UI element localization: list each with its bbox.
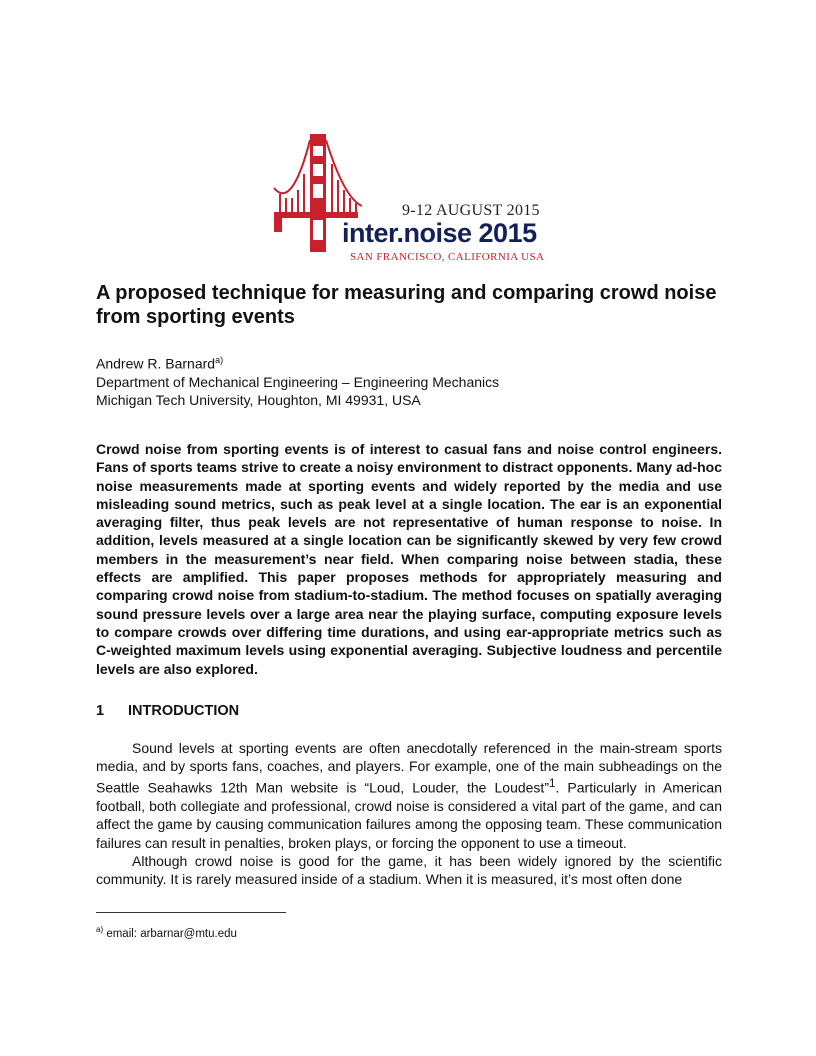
author-name-line xyxy=(96,351,499,373)
author-university: Michigan Tech University, Houghton, MI 49931, USA xyxy=(96,391,421,408)
footnote-divider xyxy=(96,912,286,913)
conference-name: inter.noise 2015 xyxy=(342,218,537,248)
section-heading xyxy=(96,703,239,719)
conference-logo xyxy=(272,128,547,263)
paragraph-text: Sound levels at sporting events are often anecdotally referenced in the main-stream sports media, and by sports fans, coaches, and players. For example, one of the main subheadings on the Seattle Seahawks 12th Man website is “Loud, Louder, the Loudest” xyxy=(96,740,722,797)
paragraph xyxy=(96,739,722,852)
author-department: Department of Mechanical Engineering – Engineering Mechanics xyxy=(96,373,500,390)
author-name: Andrew R. Barnard xyxy=(96,355,216,372)
introduction-body xyxy=(96,739,722,888)
footnote xyxy=(96,925,237,940)
author-block xyxy=(96,351,499,409)
conference-date: 9-12 AUGUST 2015 xyxy=(402,202,540,219)
footnote-text: email: arbarnar@mtu.edu xyxy=(103,927,237,940)
reference-mark: 1 xyxy=(548,777,556,791)
footnote-mark: a) xyxy=(96,925,104,934)
author-footnote-mark: a) xyxy=(215,355,224,365)
paragraph: Although crowd noise is good for the game, it has been widely ignored by the scientific community. It is rarely measured inside of a stadium. When it is measured, it’s most often done xyxy=(96,852,722,888)
abstract: Crowd noise from sporting events is of interest to casual fans and noise control engineers. Fans of sports teams strive to create a noisy environment to distract opponents. Many ad-hoc noise measurements made at sporting events and widely reported by the media and use misleading sound metrics, such as peak level at a single location. The ear is an exponential averaging filter, thus peak levels are not representative of human response to noise. In addition, levels measured at a single location can be significantly skewed by very few crowd members in the measurement’s near field. When comparing noise between stadia, these effects are amplified. This paper proposes methods for appropriately measuring and comparing crowd noise from stadium-to-stadium. The method focuses on spatially averaging sound pressure levels over a large area near the playing surface, computing exposure levels to compare crowds over differing time durations, and using ear-appropriate metrics such as C-weighted maximum levels using exponential averaging. Subjective loudness and percentile levels are also explored. xyxy=(96,441,722,677)
paragraph-text: . Particularly in American football, both collegiate and professional, crowd noise is considered a vital part of the game, and can affect the game by causing communication failures among the opposing team. These communication failures can result in penalties, broken plays, or forcing the opponent to use a timeout. xyxy=(96,780,722,851)
section-number: 1 xyxy=(96,703,105,719)
conference-location: SAN FRANCISCO, CALIFORNIA USA xyxy=(350,251,545,263)
paper-title: A proposed technique for measuring and comparing crowd noise from sporting events xyxy=(96,282,717,328)
section-title: INTRODUCTION xyxy=(128,703,240,719)
